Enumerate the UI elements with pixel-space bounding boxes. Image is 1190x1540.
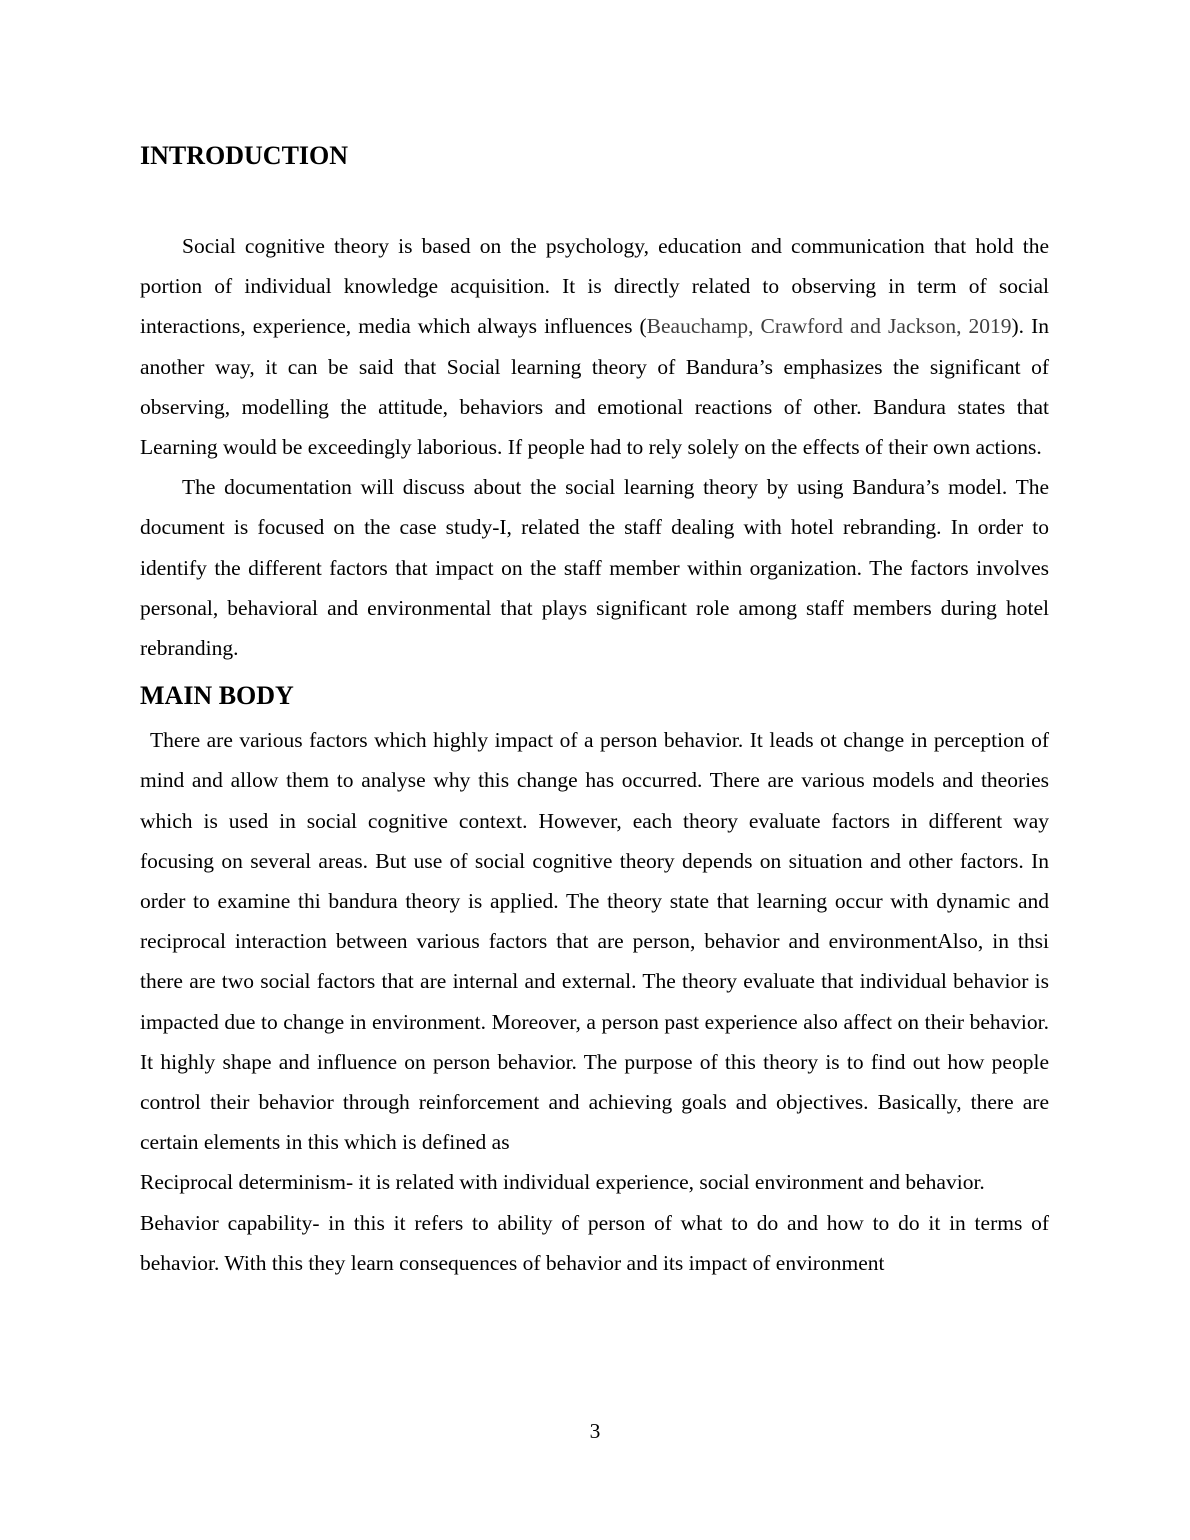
- main-body-heading: MAIN BODY: [140, 681, 294, 711]
- main-body-paragraph-3: Behavior capability- in this it refers to ability of person of what to do and how to do it in terms of behavior. With this they learn consequences of behavior and its impact of environment: [140, 1210, 1049, 1275]
- main-body-paragraph-1: There are various factors which highly impact of a person behavior. It leads ot change in perception of mind and allow them to analyse why this change has occurred. There are various models and theories which is used in social cognitive context. However, each theory evaluate factors in different way focusing on several areas. But use of social cognitive theory depends on situation and other factors. In order to examine thi bandura theory is applied. The theory state that learning occur with dynamic and reciprocal interaction between various factors that are person, behavior and environmentAlso, in thsi there are two social factors that are internal and external. The theory evaluate that individual behavior is impacted due to change in environment. Moreover, a person past experience also affect on their behavior. It highly shape and influence on person behavior. The purpose of this theory is to find out how people control their behavior through reinforcement and achieving goals and objectives. Basically, there are certain elements in this which is defined as: [140, 728, 1049, 1155]
- intro-paragraph-2: The documentation will discuss about the social learning theory by using Bandura’s model. The document is focused on the case study-I, related the staff dealing with hotel rebranding. In order to identify the different factors that impact on the staff member within organization. The factors involves personal, behavioral and environmental that plays significant role among staff members during hotel rebranding.: [140, 475, 1049, 661]
- intro-paragraph-1: [140, 226, 1049, 467]
- introduction-heading: INTRODUCTION: [140, 141, 349, 170]
- intro-paragraph-1-text-end: ). In another way, it can be said that Social learning theory of Bandura’s emphasizes the significant of observing, modelling the attitude, behaviors and emotional reactions of other. Bandura states that Learning would be exceedingly laborious. If people had to rely solely on the effects of their own actions.: [140, 314, 1049, 460]
- citation: Beauchamp, Crawford and Jackson, 2019: [646, 314, 1012, 339]
- intro-paragraph-1-text-start: Social cognitive theory is based on the psychology, education and communication that hold the portion of individual knowledge acquisition. It is directly related to observing in term of social interactions, experience, media which always influences (: [140, 234, 1049, 339]
- page-content: [140, 138, 1049, 1283]
- main-body-paragraph-2: Reciprocal determinism- it is related with individual experience, social environment and behavior.: [140, 1170, 985, 1195]
- page-number: 3: [589, 1419, 601, 1443]
